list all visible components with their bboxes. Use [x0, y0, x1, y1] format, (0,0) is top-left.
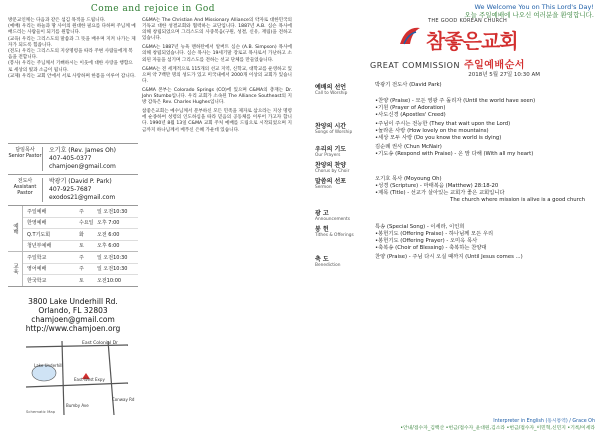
order-item	[315, 208, 585, 222]
intro-text	[8, 18, 136, 80]
map-label: Lake Underhill	[34, 363, 63, 368]
pastor-row	[8, 143, 138, 174]
item-title: 찬양의 찬양 Chorus by Choir	[315, 162, 350, 174]
service-day: 화	[79, 231, 84, 238]
schedule-row	[23, 252, 138, 264]
item-title: 축 도 Benediction	[315, 256, 341, 268]
map-label: East-West Expy	[74, 377, 105, 382]
church-address	[8, 297, 138, 333]
pastor-row	[8, 174, 138, 205]
intro-line: (교육) 우리는 그리스도의 말씀과 그 뜻을 배우며 지켜 나가는 제자가 되도록 힘씁니다.	[8, 36, 136, 48]
order-item	[315, 82, 585, 96]
service-day: 주	[79, 266, 84, 273]
item-content	[375, 208, 585, 222]
order-item	[315, 254, 585, 268]
order-item	[315, 224, 585, 252]
map-label: Schematic Map	[26, 409, 56, 414]
paragraph: 참좋은교회는 예수님께서 분부하신 모든 민족을 제자로 삼으라는 지상 명령에 순종하여 성령의 인도하심을 따라 믿음의 공동체를 이루어 가고자 합니다. 1990년 8월 13일 C&MA 교회 주처 예배를 드림으로 시작되었으며 지금까지 하나님께서 베푸신 은혜 가운데 있습니다.	[142, 109, 292, 133]
great-commission-label: GREAT COMMISSION	[370, 61, 460, 70]
service-time: 일 오전10:30	[97, 208, 128, 215]
item-content: 오기호 목사 (Moyoung Oh) •성경 (Scripture) - 마태복음 (Matthew) 28:18-20 •제목 (Title) - 선교가 살아있는 교회가 좋은 교회입니다 The church where mission is alive is a good church	[375, 176, 585, 203]
service-time: 오전 6:00	[97, 231, 120, 238]
address-street: 3800 Lake Underhill Rd.	[28, 297, 118, 306]
service-schedule	[8, 205, 138, 287]
group-label: 예배	[8, 206, 23, 251]
church-logo-icon	[398, 24, 422, 46]
order-item	[315, 176, 585, 204]
service-time: 오후 7:00	[97, 220, 120, 227]
service-day: 토	[79, 243, 84, 250]
item-title: 찬양의 시간 Songs of Worship	[315, 123, 353, 135]
pastor-email: chamjoen@gmail.com	[49, 163, 116, 170]
schedule-row	[23, 218, 138, 230]
pastor-name: 오기호 (Rev. James Oh)	[49, 147, 117, 154]
order-item	[315, 121, 585, 142]
welcome-message	[464, 3, 594, 19]
service-name: Q.T기도회	[27, 231, 51, 238]
schedule-row	[23, 206, 138, 218]
service-name: 주일예배	[27, 208, 47, 215]
service-time: 오전10:00	[97, 277, 122, 284]
item-title: 우리의 기도 Our Prayers	[315, 146, 347, 158]
pastor-phone: 407-925-7687	[49, 186, 92, 193]
worship-order	[315, 82, 585, 270]
intro-line: (예배) 우리는 하늘과 땅 사이의 원대한 필요를 다하며 주님께 예배드리는 사람들이 되기를 원합니다.	[8, 24, 136, 36]
intro-line: 방문교인께는 다음과 같은 섬김 목적을 드립니다.	[8, 18, 106, 23]
item-content: 박광기 전도사 (David Park)	[375, 82, 442, 88]
service-name: 영어예배	[27, 266, 47, 273]
order-item	[315, 144, 585, 158]
item-title: 광 고 Announcements	[315, 210, 350, 222]
pastor-name: 박광기 (David P. Park)	[49, 178, 112, 185]
service-day: 주	[79, 208, 84, 215]
service-name: 한영예배	[27, 220, 47, 227]
group-label: 교육	[8, 252, 23, 286]
schedule-group	[8, 252, 138, 286]
logo-subtitle: THE GOOD KOREAN CHURCH	[428, 18, 508, 24]
role-en: Assistant Pastor	[13, 184, 37, 196]
service-staff	[300, 418, 595, 432]
denomination-text	[142, 18, 292, 137]
bulletin-title	[370, 56, 525, 71]
item-content: 특송 (Special Song) - 이세라, 이인희 •봉헌기도 (Offering Praise) - 하나님께 모든 우리 •봉헌기도 (Offering Prayer) - 오미옥 목사 •축복송 (Choir of Blessing) - 축복하는 찬양대	[375, 224, 494, 251]
intro-line: (전도) 우리는 그리스도의 지상명령을 따라 주변 사람들에게 복음을 전합니다.	[8, 49, 133, 61]
pastor-role	[8, 178, 43, 202]
interpreter-line: Interpreter in English (동시통역) / Grace Oh	[493, 419, 595, 424]
map-label: Bumby Ave	[66, 403, 89, 408]
service-name: 청년부예배	[27, 243, 52, 250]
service-day: 주	[79, 254, 84, 261]
church-website[interactable]: http://www.chamjoen.org	[25, 324, 121, 333]
banner-title: Come and rejoice in God	[90, 4, 216, 14]
church-logo	[358, 18, 528, 52]
order-of-worship-title: 주일예배순서	[463, 60, 525, 71]
pastor-phone: 407-405-0377	[49, 155, 92, 162]
address-city: Orlando, FL 32803	[38, 306, 108, 315]
intro-line: (교제) 우리는 교회 안에서 서로 사랑하며 한몸을 이루어 갑니다.	[8, 73, 136, 79]
item-title: 말씀의 선포 Sermon	[315, 178, 347, 190]
schedule-row	[23, 229, 138, 241]
pastor-contact	[43, 147, 116, 171]
paragraph: C&MA는 1887년 뉴욕 맨하탄에서 알버트 심슨 (A.B. Simpson) 목사에 의해 창립되었습니다. 심슨 목사는 19세기말 장로교 목사로서 가난하고 소외된 자들을 섬기며 그리스도를 전하는 선교 단체를 만들었습니다.	[142, 45, 292, 63]
schedule-row	[23, 264, 138, 276]
item-content: 찬양 (Praise) - 주님 다시 오실 때까지 (Until Jesus comes ...)	[375, 254, 523, 260]
service-date: 2018년 5월 27일 10:30 AM	[468, 72, 540, 78]
order-item	[315, 160, 585, 174]
map-label: East Colonial Dr	[82, 341, 118, 346]
item-content: 김순례 권사 (Chun McNair) •기도송 (Respond with Praise) - 온 맘 다해 (With all my heart)	[375, 144, 534, 157]
service-time: 일 오전10:30	[97, 266, 128, 273]
service-name: 주일학교	[27, 254, 47, 261]
paragraph: C&MA 본부는 Colorado Springs (CO)에 있으며 C&MA의 총재는 Dr. John Stumbo입니다. 우리 교회가 소속된 The Alliance Southeast의 지방 감독은 Rev. Charles Hughes입니다.	[142, 87, 292, 106]
pastor-info	[8, 143, 138, 205]
church-name: 참좋은교회	[426, 29, 518, 53]
service-day: 수요일	[79, 220, 94, 227]
paragraph: C&MA는 전 세계적으로 115개의 선교 지역, 신학교, 대학교를 운영하고 있으며 약 7백만 명의 성도가 있고 미국내에서 2000개 이상의 교회가 있습니다.	[142, 66, 292, 84]
role-ko: 담임목사	[15, 147, 35, 153]
pastor-email: exodos21@gmail.com	[49, 194, 116, 201]
service-name: 한국학교	[27, 277, 47, 284]
map-label: Conway Rd	[112, 397, 135, 402]
service-day: 토	[79, 277, 84, 284]
service-time: 일 오전10:30	[97, 254, 128, 261]
schedule-row	[23, 241, 138, 252]
staff-line: •안내/접수자_김백산 •헌금/접수자_윤대원,김소라 •헌금/접수자_이민혁,신민지 •기록/이세라	[400, 426, 595, 431]
item-content: •주님이 주시는 전능한 (They that wait upon the Lord) •놀라운 사랑 (How lovely on the mountains) •세상 모두 사랑 (Do you know the world is dying)	[375, 121, 511, 141]
location-map	[22, 337, 135, 417]
item-title: 예배의 선언 Call to Worship	[315, 84, 348, 96]
role-ko: 전도사	[17, 178, 33, 184]
welcome-en: We Welcome You on This Lord's Day!	[474, 3, 594, 11]
order-item	[315, 98, 585, 119]
schedule-row	[23, 275, 138, 286]
service-time: 오후 6:00	[97, 243, 120, 250]
item-title: 봉 헌 Tithes & Offerings	[315, 226, 354, 238]
item-content: •찬양 (Praise) - 모든 영광 주 돌리자 (Until the world have seen) •기원 (Prayer of Adoration) •사도신경 (Apostles' Creed)	[375, 98, 536, 118]
welcome-ko: 오늘 주일예배에 나오신 여러분을 환영합니다.	[464, 11, 594, 19]
paragraph: C&MA는 The Christian And Missionary Alliance의 약자로 대한민국의 기독교 대한 성결교회와 협력하는 교단입니다. 1887년 A.B. 심슨 목사에 의해 창립되었으며 그리스도의 사중복음(구원, 성결, 신유, 재림)을 전하고 있습니다.	[142, 18, 292, 42]
item-content	[375, 160, 585, 174]
intro-line: (봉사) 우리는 주님께서 기뻐하시는 이웃에 대한 사랑을 행함으로 세상의 빛과 소금이 됩니다.	[8, 61, 133, 73]
schedule-group	[8, 206, 138, 252]
church-email[interactable]: chamjoen@gmail.com	[31, 315, 115, 324]
pastor-contact	[43, 178, 115, 202]
role-en: Senior Pastor	[8, 153, 42, 159]
pastor-role	[8, 147, 43, 171]
